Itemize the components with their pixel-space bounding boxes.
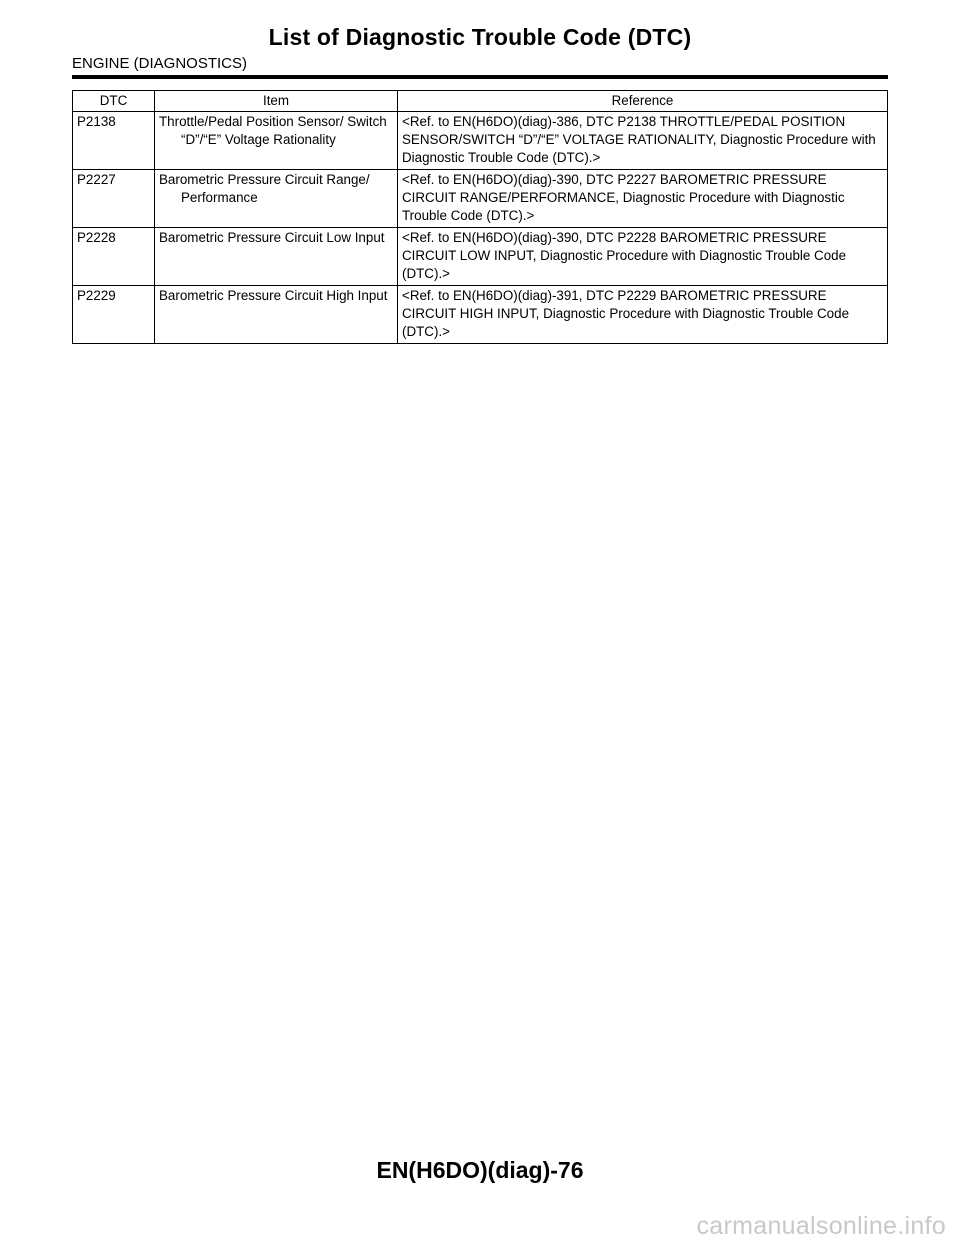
item-cell: Barometric Pressure Circuit High Input bbox=[155, 286, 398, 344]
column-header-reference: Reference bbox=[398, 91, 888, 112]
dtc-code-cell: P2228 bbox=[73, 228, 155, 286]
column-header-dtc: DTC bbox=[73, 91, 155, 112]
dtc-code-cell: P2227 bbox=[73, 170, 155, 228]
table-header-row bbox=[73, 91, 888, 112]
reference-link[interactable]: <Ref. to EN(H6DO)(diag)-390, DTC P2227 BAROMETRIC PRESSURE CIRCUIT RANGE/PERFORMANCE, Diagnostic Procedure with Diagnostic Trouble Code (DTC).> bbox=[398, 170, 888, 228]
dtc-table bbox=[72, 90, 888, 344]
table-row bbox=[73, 112, 888, 170]
page-title: List of Diagnostic Trouble Code (DTC) bbox=[268, 24, 692, 50]
column-header-item: Item bbox=[155, 91, 398, 112]
item-cell: Barometric Pressure Circuit Range/ Performance bbox=[155, 170, 398, 228]
header-divider bbox=[72, 75, 888, 79]
table-row bbox=[73, 170, 888, 228]
dtc-code-cell: P2138 bbox=[73, 112, 155, 170]
reference-link[interactable]: <Ref. to EN(H6DO)(diag)-391, DTC P2229 BAROMETRIC PRESSURE CIRCUIT HIGH INPUT, Diagnostic Procedure with Diagnostic Trouble Code (DTC).> bbox=[398, 286, 888, 344]
reference-link[interactable]: <Ref. to EN(H6DO)(diag)-386, DTC P2138 THROTTLE/PEDAL POSITION SENSOR/SWITCH “D”/“E” VOLTAGE RATIONALITY, Diagnostic Procedure with Diagnostic Trouble Code (DTC).> bbox=[398, 112, 888, 170]
section-label: ENGINE (DIAGNOSTICS) bbox=[72, 55, 248, 72]
reference-link[interactable]: <Ref. to EN(H6DO)(diag)-390, DTC P2228 BAROMETRIC PRESSURE CIRCUIT LOW INPUT, Diagnostic Procedure with Diagnostic Trouble Code (DTC).> bbox=[398, 228, 888, 286]
table-row bbox=[73, 228, 888, 286]
item-cell: Throttle/Pedal Position Sensor/ Switch “D”/“E” Voltage Rationality bbox=[155, 112, 398, 170]
page-number: EN(H6DO)(diag)-76 bbox=[376, 1157, 584, 1183]
item-cell: Barometric Pressure Circuit Low Input bbox=[155, 228, 398, 286]
table-row bbox=[73, 286, 888, 344]
watermark: carmanualsonline.info bbox=[696, 1212, 946, 1240]
dtc-code-cell: P2229 bbox=[73, 286, 155, 344]
